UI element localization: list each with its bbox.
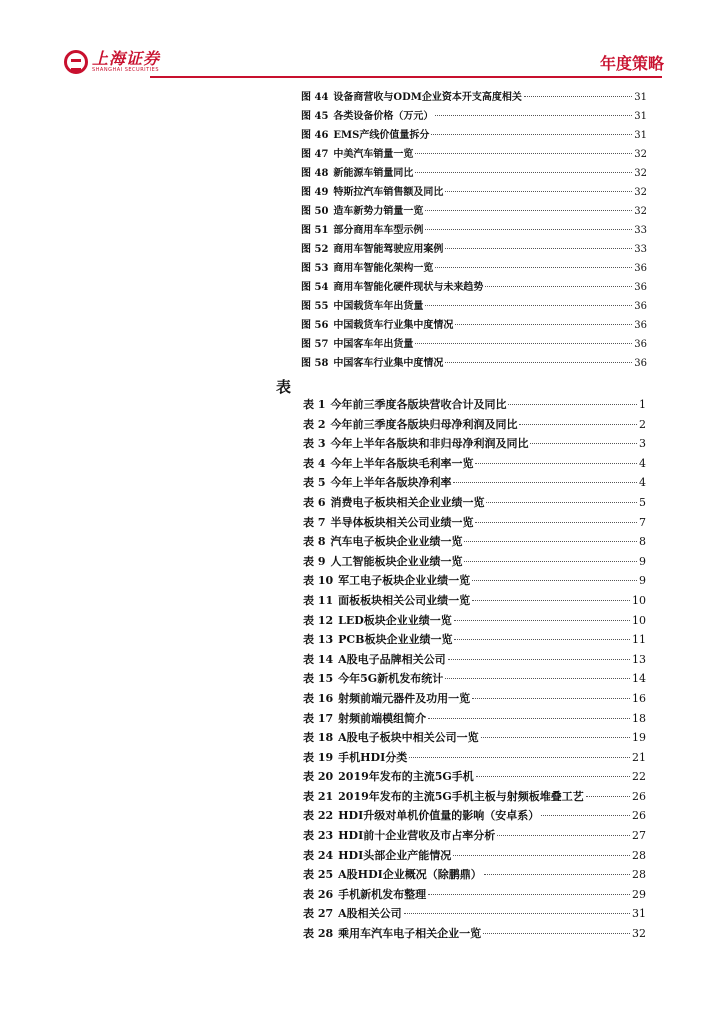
logo-subtitle: SHANGHAI SECURITIES	[92, 66, 160, 73]
entry-number: 表 13	[303, 633, 334, 647]
figure-entry[interactable]	[301, 240, 647, 259]
entry-page: 32	[634, 149, 647, 160]
entry-page: 28	[632, 868, 646, 882]
entry-title: 新能源车销量同比	[333, 168, 414, 179]
table-entry[interactable]	[303, 416, 646, 436]
table-entry[interactable]	[303, 749, 646, 769]
dot-leader	[445, 248, 632, 249]
entry-number: 图 48	[301, 168, 329, 179]
entry-number: 表 8	[303, 535, 326, 549]
entry-title: HDI头部企业产能情况	[338, 848, 452, 862]
entry-number: 表 1	[303, 398, 326, 411]
dot-leader	[475, 463, 637, 464]
entry-title: 特斯拉汽车销售额及同比	[333, 187, 444, 198]
entry-page: 26	[632, 809, 646, 823]
dot-leader	[425, 305, 632, 306]
table-entry[interactable]	[303, 631, 646, 651]
entry-title: HDI升级对单机价值量的影响（安卓系）	[338, 809, 540, 823]
entry-title: 手机新机发布整理	[338, 887, 427, 901]
entry-page: 11	[632, 633, 646, 647]
entry-page: 18	[632, 711, 646, 725]
entry-number: 表 16	[303, 691, 334, 705]
entry-number: 表 21	[303, 789, 334, 803]
dot-leader	[484, 874, 630, 875]
dot-leader	[404, 913, 630, 914]
entry-page: 21	[632, 750, 646, 764]
entry-title: 军工电子板块企业业绩一览	[338, 574, 471, 588]
dot-leader	[485, 286, 632, 287]
entry-title: 2019年发布的主流5G手机	[338, 770, 474, 784]
entry-title: PCB板块企业业绩一览	[338, 633, 453, 647]
dot-leader	[454, 639, 630, 640]
dot-leader	[428, 718, 630, 719]
dot-leader	[428, 894, 630, 895]
table-entry[interactable]	[303, 768, 646, 788]
entry-title: 今年上半年各版块净利率	[330, 476, 452, 490]
table-entry[interactable]	[303, 514, 646, 534]
entry-number: 图 50	[301, 206, 329, 217]
entry-page: 10	[632, 593, 646, 607]
entry-number: 图 58	[301, 358, 329, 369]
figure-entry[interactable]	[301, 354, 647, 373]
entry-title: A股HDI企业概况（除鹏鼎）	[338, 868, 482, 882]
figure-entry[interactable]	[301, 202, 647, 221]
table-entry[interactable]	[303, 494, 646, 514]
dot-leader	[530, 443, 637, 444]
entry-number: 表 19	[303, 750, 334, 764]
entry-page: 36	[634, 301, 647, 312]
figure-entry[interactable]	[301, 316, 647, 335]
table-entry[interactable]	[303, 553, 646, 573]
dot-leader	[445, 191, 632, 192]
entry-title: 部分商用车车型示例	[333, 225, 424, 236]
entry-page: 31	[632, 907, 646, 921]
table-entry[interactable]	[303, 788, 646, 808]
entry-page: 9	[639, 574, 646, 588]
entry-title: 中美汽车销量一览	[333, 149, 414, 160]
figure-entry[interactable]	[301, 259, 647, 278]
dot-leader	[431, 134, 632, 135]
table-entry[interactable]	[303, 807, 646, 827]
entry-number: 表 27	[303, 907, 334, 921]
dot-leader	[508, 404, 637, 405]
dot-leader	[472, 600, 630, 601]
entry-number: 图 46	[301, 130, 329, 141]
entry-number: 图 57	[301, 339, 329, 350]
entry-page: 32	[632, 927, 646, 941]
entry-title: 人工智能板块企业业绩一览	[330, 554, 463, 568]
entry-title: 中国客车行业集中度情况	[333, 358, 444, 369]
entry-title: 消费电子板块相关企业业绩一览	[330, 495, 485, 509]
entry-page: 31	[634, 92, 647, 103]
table-entry[interactable]	[303, 925, 646, 945]
logo-name: 上海证券	[92, 48, 161, 68]
dot-leader	[586, 796, 630, 797]
entry-number: 图 54	[301, 282, 329, 293]
table-entry[interactable]	[303, 455, 646, 475]
entry-title: 手机HDI分类	[338, 750, 408, 764]
entry-number: 图 45	[301, 111, 329, 122]
dot-leader	[415, 343, 632, 344]
dot-leader	[475, 522, 637, 523]
dot-leader	[497, 835, 630, 836]
entry-page: 4	[639, 456, 646, 470]
entry-page: 36	[634, 263, 647, 274]
entry-page: 33	[634, 225, 647, 236]
entry-number: 表 9	[303, 554, 326, 568]
entry-page: 7	[639, 515, 646, 529]
figure-entry[interactable]	[301, 278, 647, 297]
dot-leader	[453, 855, 630, 856]
entry-page: 31	[634, 130, 647, 141]
figure-entry[interactable]	[301, 107, 647, 126]
entry-title: 今年5G新机发布统计	[338, 672, 444, 686]
entry-title: 半导体板块相关公司业绩一览	[330, 515, 474, 529]
dot-leader	[524, 96, 632, 97]
dot-leader	[481, 737, 630, 738]
entry-page: 33	[634, 244, 647, 255]
page-header	[0, 0, 724, 86]
entry-title: 今年上半年各版块和非归母净利润及同比	[330, 437, 529, 451]
entry-number: 图 49	[301, 187, 329, 198]
entry-number: 表 11	[303, 593, 334, 607]
figure-entry[interactable]	[301, 88, 647, 107]
dot-leader	[435, 267, 632, 268]
entry-number: 图 52	[301, 244, 329, 255]
entry-page: 4	[639, 476, 646, 490]
entry-number: 表 5	[303, 476, 326, 490]
entry-number: 表 23	[303, 829, 334, 843]
entry-title: 今年前三季度各版块营收合计及同比	[330, 398, 507, 411]
table-entry[interactable]	[303, 886, 646, 906]
entry-page: 16	[632, 691, 646, 705]
figure-entry[interactable]	[301, 183, 647, 202]
entry-number: 表 6	[303, 495, 326, 509]
entry-page: 1	[639, 398, 646, 411]
dot-leader	[435, 115, 632, 116]
table-entry[interactable]	[303, 572, 646, 592]
entry-number: 表 28	[303, 927, 334, 941]
entry-number: 图 51	[301, 225, 329, 236]
table-list	[303, 396, 646, 945]
entry-number: 表 4	[303, 456, 326, 470]
entry-title: 商用车智能化架构一览	[333, 263, 434, 274]
entry-page: 32	[634, 206, 647, 217]
entry-title: 今年上半年各版块毛利率一览	[330, 456, 474, 470]
entry-title: 中国载货车行业集中度情况	[333, 320, 454, 331]
entry-page: 27	[632, 829, 646, 843]
entry-title: 汽车电子板块企业业绩一览	[330, 535, 463, 549]
entry-title: A股相关公司	[338, 907, 402, 921]
dot-leader	[476, 776, 630, 777]
header-divider	[150, 76, 662, 78]
entry-page: 36	[634, 320, 647, 331]
entry-title: LED板块企业业绩一览	[338, 613, 452, 627]
entry-title: 设备商营收与ODM企业资本开支高度相关	[333, 92, 522, 103]
entry-page: 14	[632, 672, 646, 686]
entry-page: 32	[634, 187, 647, 198]
dot-leader	[454, 620, 630, 621]
entry-title: 造车新势力销量一览	[333, 206, 424, 217]
company-logo	[64, 50, 160, 74]
dot-leader	[415, 153, 632, 154]
dot-leader	[445, 362, 632, 363]
entry-title: 今年前三季度各版块归母净利润及同比	[330, 417, 518, 431]
entry-page: 32	[634, 168, 647, 179]
entry-page: 31	[634, 111, 647, 122]
dot-leader	[483, 933, 630, 934]
dot-leader	[409, 757, 630, 758]
entry-number: 图 56	[301, 320, 329, 331]
entry-title: 射频前端元器件及功用一览	[338, 691, 471, 705]
entry-title: 中国客车年出货量	[333, 339, 414, 350]
entry-page: 10	[632, 613, 646, 627]
dot-leader	[425, 210, 632, 211]
entry-title: 2019年发布的主流5G手机主板与射频板堆叠工艺	[338, 789, 584, 803]
table-entry[interactable]	[303, 533, 646, 553]
table-entry[interactable]	[303, 670, 646, 690]
figure-entry[interactable]	[301, 126, 647, 145]
figure-entry[interactable]	[301, 145, 647, 164]
dot-leader	[455, 324, 632, 325]
entry-number: 表 17	[303, 711, 334, 725]
entry-number: 表 26	[303, 887, 334, 901]
entry-page: 2	[639, 417, 646, 431]
entry-title: 各类设备价格（万元）	[333, 111, 434, 122]
table-entry[interactable]	[303, 592, 646, 612]
table-entry[interactable]	[303, 866, 646, 886]
entry-title: HDI前十企业营收及市占率分析	[338, 829, 496, 843]
entry-title: 乘用车汽车电子相关企业一览	[338, 927, 482, 941]
entry-number: 表 15	[303, 672, 334, 686]
entry-page: 26	[632, 789, 646, 803]
table-entry[interactable]	[303, 435, 646, 455]
tables-heading: 表	[276, 378, 292, 396]
entry-page: 5	[639, 495, 646, 509]
table-entry[interactable]	[303, 710, 646, 730]
entry-page: 8	[639, 535, 646, 549]
dot-leader	[464, 541, 637, 542]
entry-page: 36	[634, 282, 647, 293]
dot-leader	[448, 659, 630, 660]
entry-title: 中国载货车年出货量	[333, 301, 424, 312]
dot-leader	[415, 172, 632, 173]
dot-leader	[425, 229, 632, 230]
figure-list	[301, 88, 647, 373]
dot-leader	[464, 561, 637, 562]
table-entry[interactable]	[303, 690, 646, 710]
entry-number: 表 24	[303, 848, 334, 862]
figure-entry[interactable]	[301, 297, 647, 316]
entry-number: 图 47	[301, 149, 329, 160]
entry-page: 19	[632, 731, 646, 745]
dot-leader	[445, 678, 630, 679]
entry-title: 商用车智能化硬件现状与未来趋势	[333, 282, 484, 293]
entry-number: 表 20	[303, 770, 334, 784]
entry-page: 3	[639, 437, 646, 451]
entry-number: 表 7	[303, 515, 326, 529]
dot-leader	[472, 580, 637, 581]
entry-page: 9	[639, 554, 646, 568]
dot-leader	[486, 502, 637, 503]
entry-page: 28	[632, 848, 646, 862]
table-entry[interactable]	[303, 396, 646, 416]
table-entry[interactable]	[303, 827, 646, 847]
entry-number: 表 12	[303, 613, 334, 627]
entry-title: 商用车智能驾驶应用案例	[333, 244, 444, 255]
table-entry[interactable]	[303, 729, 646, 749]
entry-title: 面板板块相关公司业绩一览	[338, 593, 471, 607]
dot-leader	[453, 482, 637, 483]
dot-leader	[472, 698, 630, 699]
entry-number: 表 18	[303, 731, 334, 745]
figure-entry[interactable]	[301, 221, 647, 240]
entry-number: 表 22	[303, 809, 334, 823]
table-entry[interactable]	[303, 905, 646, 925]
entry-number: 图 44	[301, 92, 329, 103]
dot-leader	[519, 424, 637, 425]
figure-entry[interactable]	[301, 335, 647, 354]
entry-page: 29	[632, 887, 646, 901]
table-entry[interactable]	[303, 474, 646, 494]
entry-number: 表 2	[303, 417, 326, 431]
entry-number: 图 55	[301, 301, 329, 312]
table-entry[interactable]	[303, 612, 646, 632]
document-type: 年度策略	[599, 54, 664, 73]
entry-number: 表 3	[303, 437, 326, 451]
entry-page: 22	[632, 770, 646, 784]
entry-title: A股电子品牌相关公司	[338, 652, 446, 666]
logo-icon	[64, 50, 88, 74]
table-entry[interactable]	[303, 847, 646, 867]
entry-number: 表 14	[303, 652, 334, 666]
entry-number: 表 10	[303, 574, 334, 588]
entry-page: 36	[634, 339, 647, 350]
table-entry[interactable]	[303, 651, 646, 671]
entry-number: 图 53	[301, 263, 329, 274]
entry-page: 13	[632, 652, 646, 666]
entry-title: A股电子板块中相关公司一览	[338, 731, 479, 745]
entry-title: 射频前端模组简介	[338, 711, 427, 725]
entry-page: 36	[634, 358, 647, 369]
dot-leader	[541, 815, 630, 816]
entry-number: 表 25	[303, 868, 334, 882]
figure-entry[interactable]	[301, 164, 647, 183]
entry-title: EMS产线价值量拆分	[333, 130, 430, 141]
